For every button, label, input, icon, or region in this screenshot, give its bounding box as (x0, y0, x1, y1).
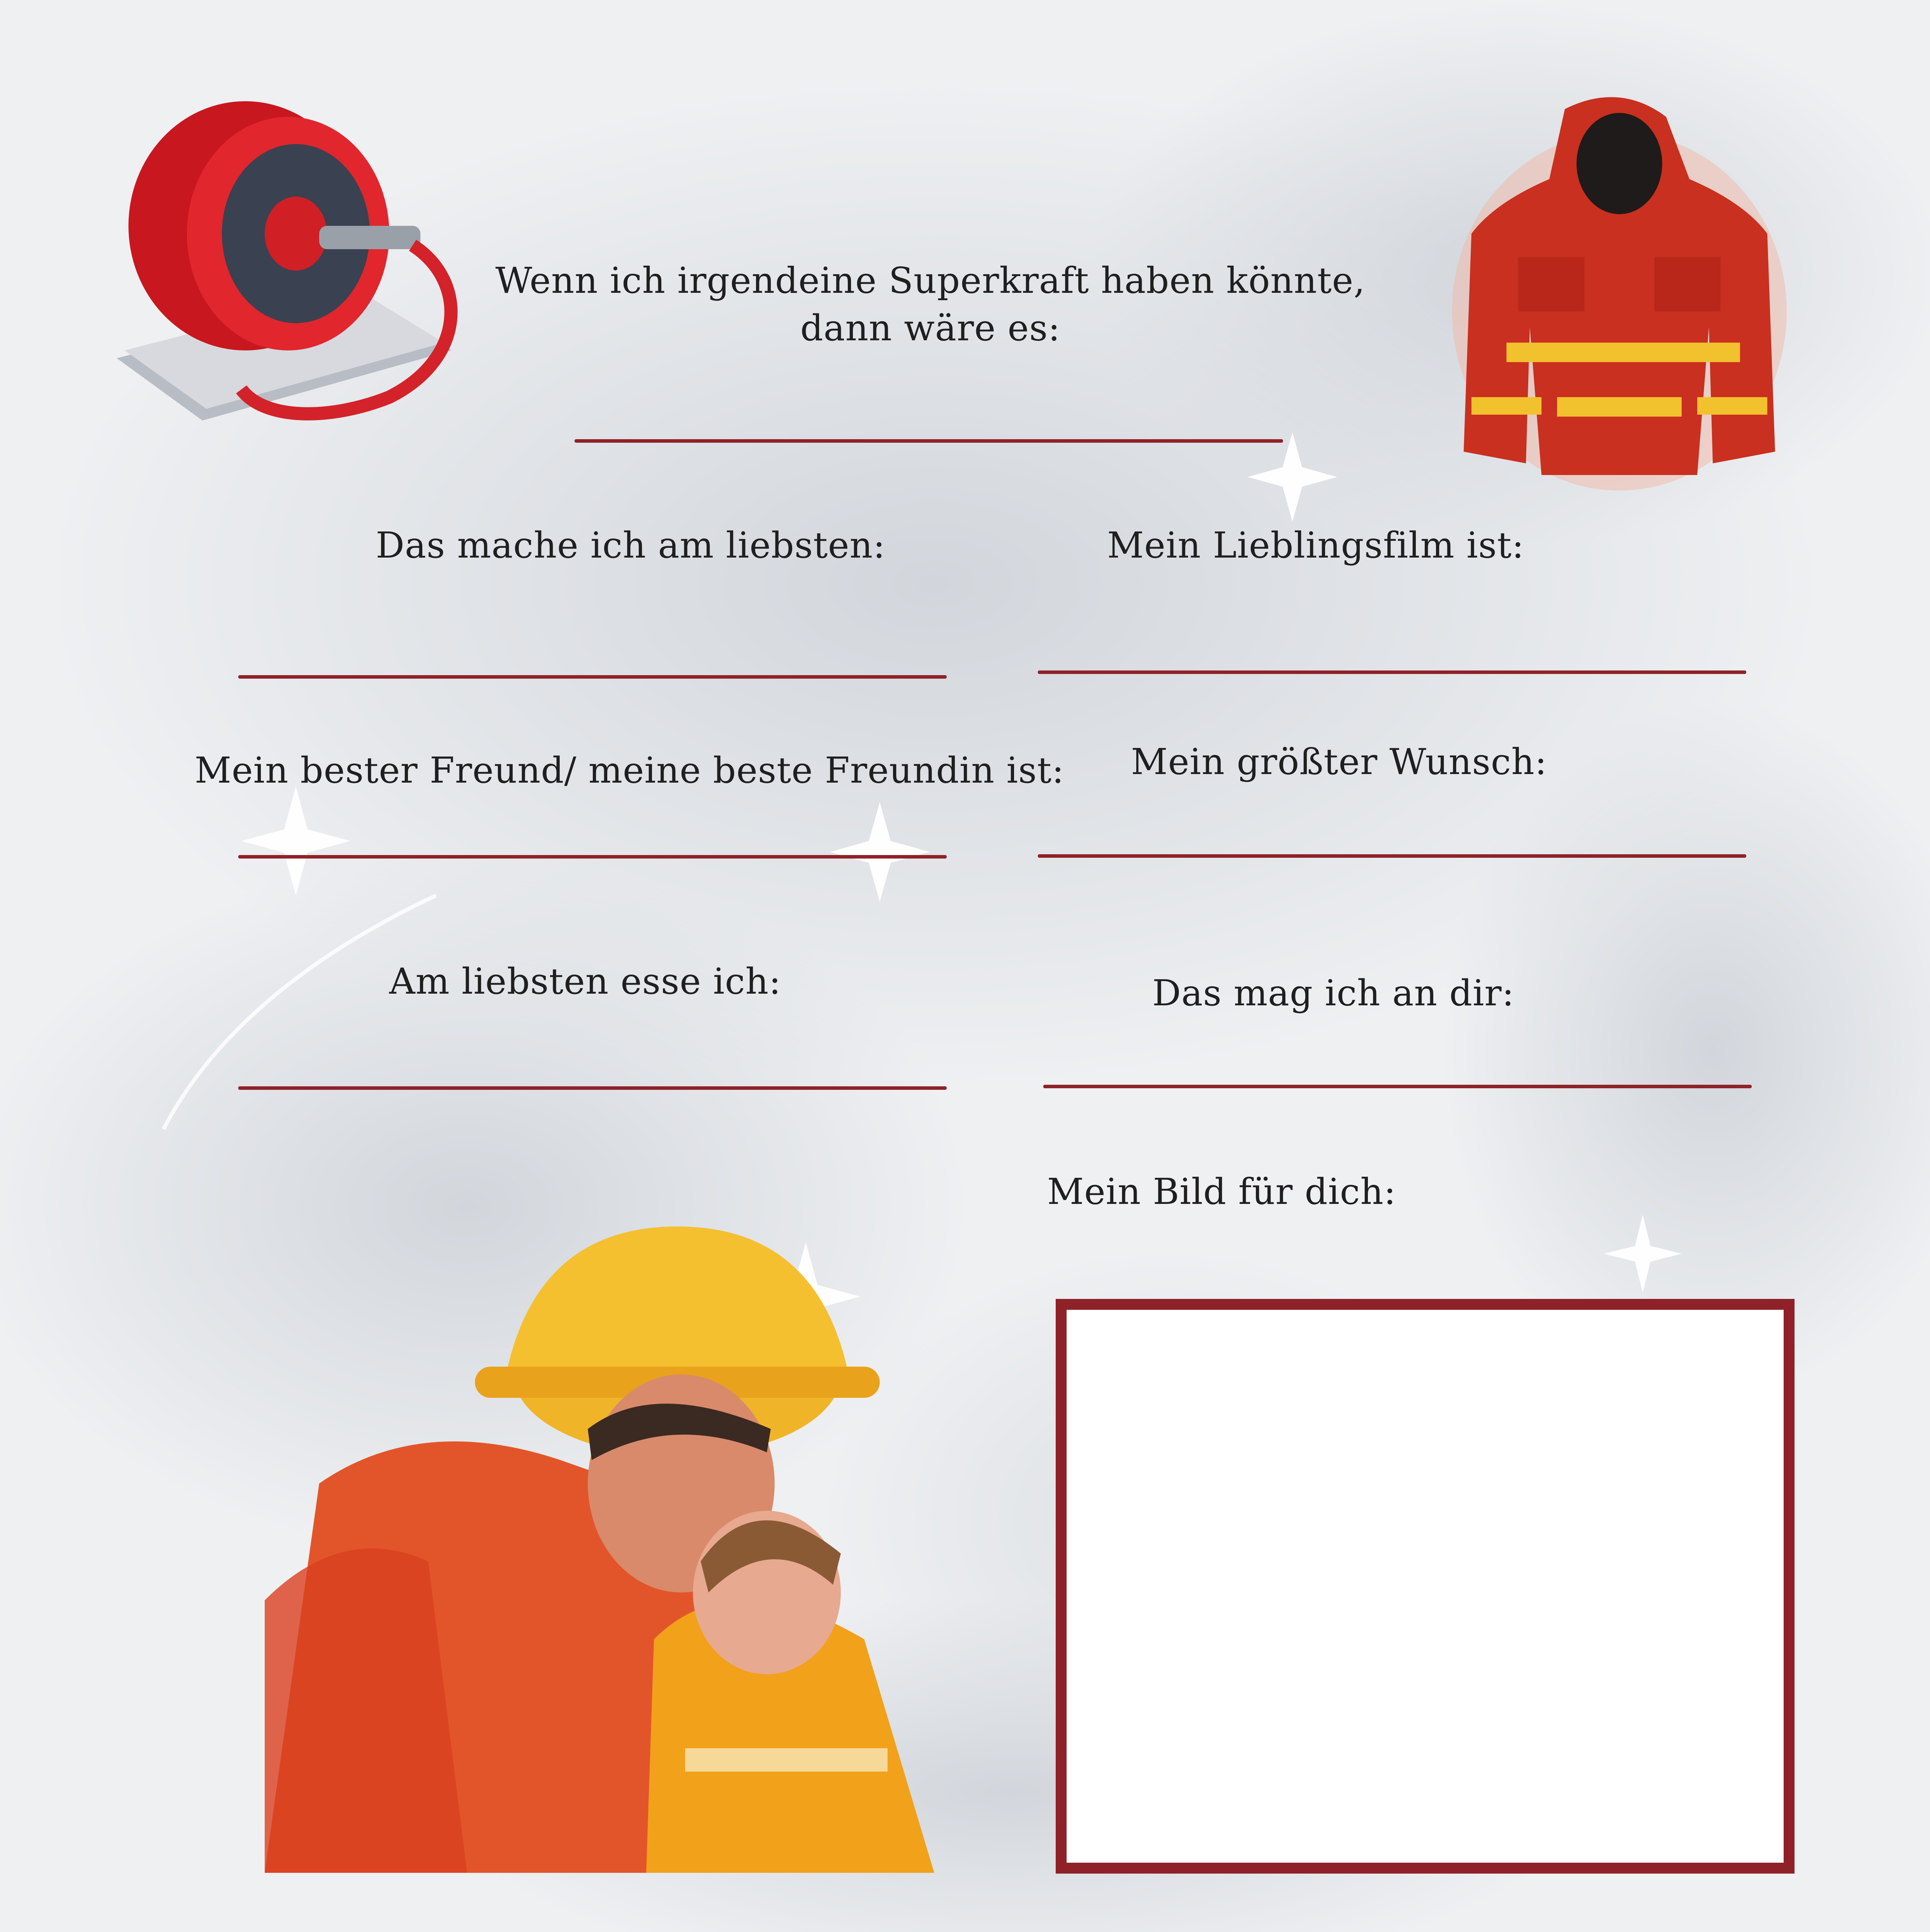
drawing-box[interactable] (1056, 1299, 1795, 1874)
prompt-mag-an-dir: Das mag ich an dir: (1152, 972, 1515, 1014)
answer-line-liebsten-machen[interactable] (238, 675, 947, 679)
answer-line-mag-an-dir[interactable] (1043, 1085, 1752, 1088)
answer-line-superkraft[interactable] (575, 439, 1283, 443)
answer-line-lieblingsfilm[interactable] (1038, 670, 1746, 674)
answer-line-groesster-wunsch[interactable] (1038, 854, 1746, 858)
answer-line-liebsten-essen[interactable] (238, 1086, 947, 1090)
answer-line-bester-freund[interactable] (238, 855, 947, 859)
prompt-lieblingsfilm: Mein Lieblingsfilm ist: (1107, 524, 1524, 566)
firefighter-holding-child-illustration (265, 1211, 934, 1873)
prompt-liebsten-essen: Am liebsten esse ich: (389, 961, 781, 1002)
firefighter-jacket-illustration (1448, 93, 1791, 514)
prompt-bild: Mein Bild für dich: (1047, 1171, 1396, 1212)
prompt-bester-freund: Mein bester Freund/ meine beste Freundin ist: (195, 750, 1065, 791)
prompt-liebsten-machen: Das mache ich am liebsten: (376, 524, 886, 566)
prompt-groesster-wunsch: Mein größter Wunsch: (1131, 741, 1547, 783)
fire-hose-reel-illustration (117, 78, 506, 475)
prompt-superkraft: Wenn ich irgendeine Superkraft haben könnte, dann wäre es: (495, 260, 1366, 349)
